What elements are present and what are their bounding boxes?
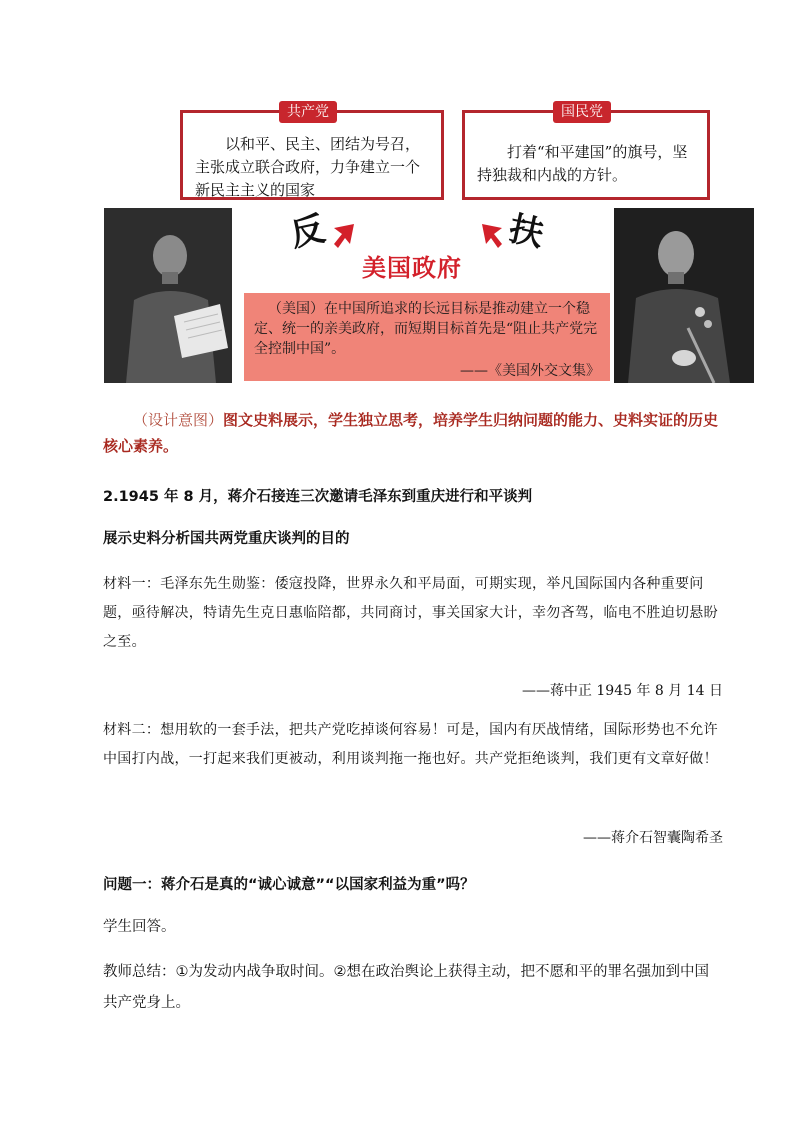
arrow-up-left-icon (332, 222, 362, 252)
question-one: 问题一：蒋介石是真的“诚心诚意”“以国家利益为重”吗？ (103, 877, 475, 893)
kuomintang-box (462, 104, 710, 200)
quote-source: ——《美国外交文集》 (460, 363, 600, 379)
arrow-up-right-icon (474, 222, 504, 252)
material-one-source: ——蒋中正 1945 年 8 月 14 日 (521, 683, 723, 699)
communist-party-tag: 共产党 (279, 101, 337, 123)
support-character: 扶 (505, 208, 548, 256)
photo-mao-zedong (104, 208, 232, 383)
design-intent (103, 407, 723, 459)
communist-party-text: 以和平、民主、团结为号召，主张成立联合政府，力争建立一个新民主主义的国家 (195, 135, 421, 199)
photo-chiang-kai-shek (614, 208, 754, 383)
history-figure (100, 100, 760, 385)
oppose-character: 反 (286, 208, 329, 256)
material-two-source: ——蒋介石智囊陶希圣 (583, 830, 723, 846)
kuomintang-text: 打着“和平建国”的旗号，坚持独裁和内战的方针。 (477, 143, 688, 184)
design-intent-label: （设计意图） (133, 411, 224, 429)
kuomintang-tag: 国民党 (553, 101, 611, 123)
design-intent-text: 图文史料展示，学生独立思考，培养学生归纳问题的能力、史料实证的历史核心素养。 (103, 411, 719, 455)
material-two: 材料二：想用软的一套手法，把共产党吃掉谈何容易！可是，国内有厌战情绪，国际形势也不允许中国打内战，一打起来我们更被动，利用谈判拖一拖也好。共产党拒绝谈判，我们更有文章好做！ (103, 722, 718, 767)
quote-text: （美国）在中国所追求的长远目标是推动建立一个稳定、统一的亲美政府，而短期目标首先是“阻止共产党完全控制中国”。 (254, 301, 598, 357)
teacher-summary: 教师总结：①为发动内战争取时间。②想在政治舆论上获得主动，把不愿和平的罪名强加到中国共产党身上。 (103, 964, 709, 1011)
communist-party-box (180, 104, 444, 200)
subheading: 展示史料分析国共两党重庆谈判的目的 (103, 531, 350, 547)
material-one: 材料一：毛泽东先生勋鉴：倭寇投降，世界永久和平局面，可期实现，举凡国际国内各种重要问题，亟待解决，特请先生克日惠临陪都，共同商讨，事关国家大计，幸勿吝驾，临电不胜迫切悬盼之至。 (103, 576, 718, 650)
student-answer: 学生回答。 (103, 919, 176, 935)
us-policy-quote (244, 293, 610, 381)
section-heading: 2.1945 年 8 月，蒋介石接连三次邀请毛泽东到重庆进行和平谈判 (103, 489, 533, 505)
us-government-title: 美国政府 (362, 254, 462, 282)
